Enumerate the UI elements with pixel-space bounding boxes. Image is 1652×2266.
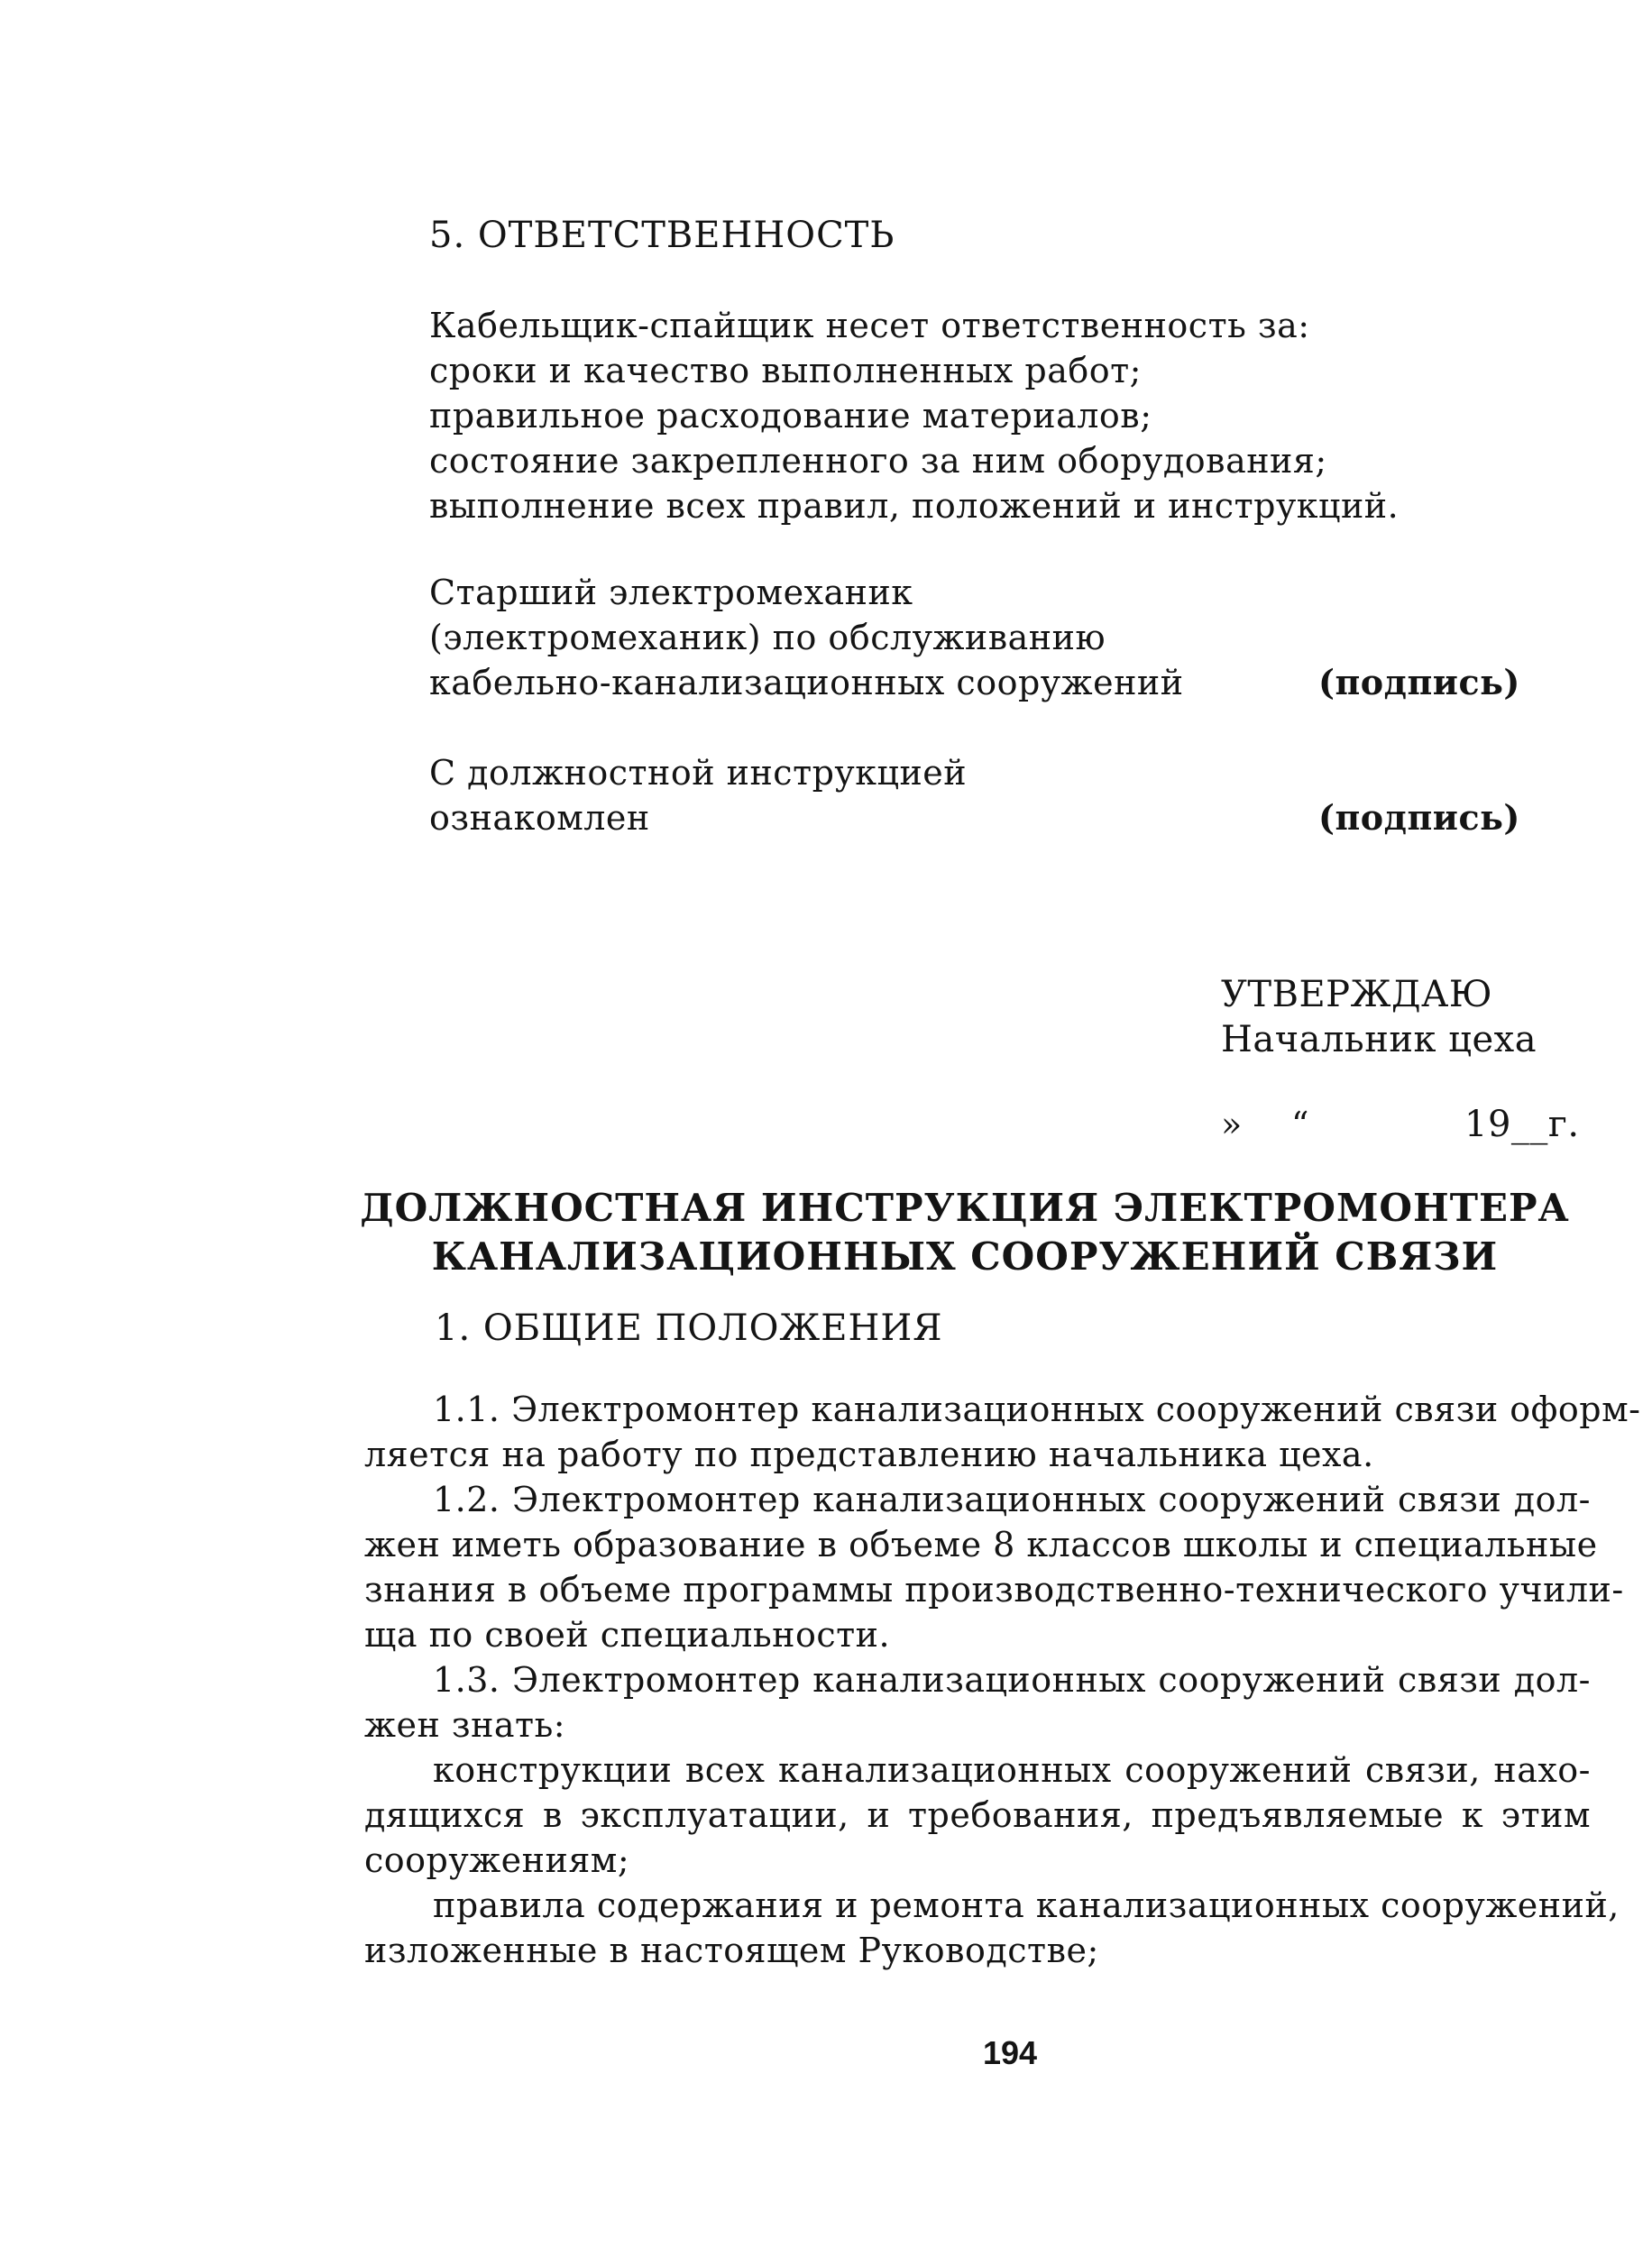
- section-1-heading: 1. ОБЩИЕ ПОЛОЖЕНИЯ: [435, 1307, 943, 1349]
- approval-year: 19__г.: [1464, 1104, 1580, 1145]
- acquainted-line: С должностной инструкцией: [429, 753, 968, 793]
- approval-quote-open: »: [1221, 1105, 1243, 1144]
- paragraph-line: ляется на работу по представлению начальника цеха.: [364, 1435, 1374, 1474]
- approver-position: Начальник цеха: [1221, 1019, 1537, 1060]
- approve-label: УТВЕРЖДАЮ: [1221, 974, 1493, 1015]
- paragraph-line: изложенные в настоящем Руководстве;: [364, 1931, 1099, 1970]
- signature-label: (подпись): [1318, 797, 1520, 838]
- document-title-line-2: КАНАЛИЗАЦИОННЫХ СООРУЖЕНИЙ СВЯЗИ: [431, 1234, 1499, 1279]
- paragraph-line: правила содержания и ремонта канализационных сооружений,: [433, 1885, 1620, 1925]
- section-5-heading: 5. ОТВЕТСТВЕННОСТЬ: [429, 215, 895, 256]
- responsibility-item: выполнение всех правил, положений и инструкций.: [429, 486, 1400, 526]
- responsibility-item: сроки и качество выполненных работ;: [429, 351, 1142, 390]
- document-title-line-1: ДОЛЖНОСТНАЯ ИНСТРУКЦИЯ ЭЛЕКТРОМОНТЕРА: [360, 1186, 1570, 1230]
- paragraph-line: 1.3. Электромонтер канализационных сооружений связи дол-: [433, 1660, 1591, 1700]
- paragraph-line: сооружениям;: [364, 1840, 630, 1880]
- paragraph-line: дящихся в эксплуатации, и требования, предъявляемые к этим: [364, 1795, 1591, 1835]
- signer-title-line: кабельно-канализационных сооружений: [429, 663, 1184, 702]
- paragraph-line: ща по своей специальности.: [364, 1615, 891, 1655]
- approval-quote-close: “: [1291, 1105, 1309, 1144]
- section-5-intro: Кабельщик-спайщик несет ответственность за:: [429, 306, 1310, 345]
- paragraph-line: 1.2. Электромонтер канализационных сооружений связи дол-: [433, 1480, 1591, 1519]
- signer-title-line: Старший электромеханик: [429, 573, 913, 612]
- acquainted-line: ознакомлен: [429, 798, 650, 838]
- signature-label: (подпись): [1318, 662, 1520, 702]
- paragraph-line: жен иметь образование в объеме 8 классов школы и специальные: [364, 1525, 1598, 1564]
- paragraph-line: 1.1. Электромонтер канализационных сооружений связи оформ-: [433, 1390, 1641, 1429]
- responsibility-item: правильное расходование материалов;: [429, 396, 1152, 436]
- signer-title-line: (электромеханик) по обслуживанию: [429, 618, 1106, 657]
- paragraph-line: знания в объеме программы производственно-технического учили-: [364, 1570, 1624, 1610]
- responsibility-item: состояние закрепленного за ним оборудования;: [429, 441, 1327, 481]
- page-number: 194: [982, 2034, 1038, 2071]
- paragraph-line: конструкции всех канализационных сооружений связи, нахо-: [433, 1750, 1591, 1790]
- paragraph-line: жен знать:: [364, 1705, 566, 1745]
